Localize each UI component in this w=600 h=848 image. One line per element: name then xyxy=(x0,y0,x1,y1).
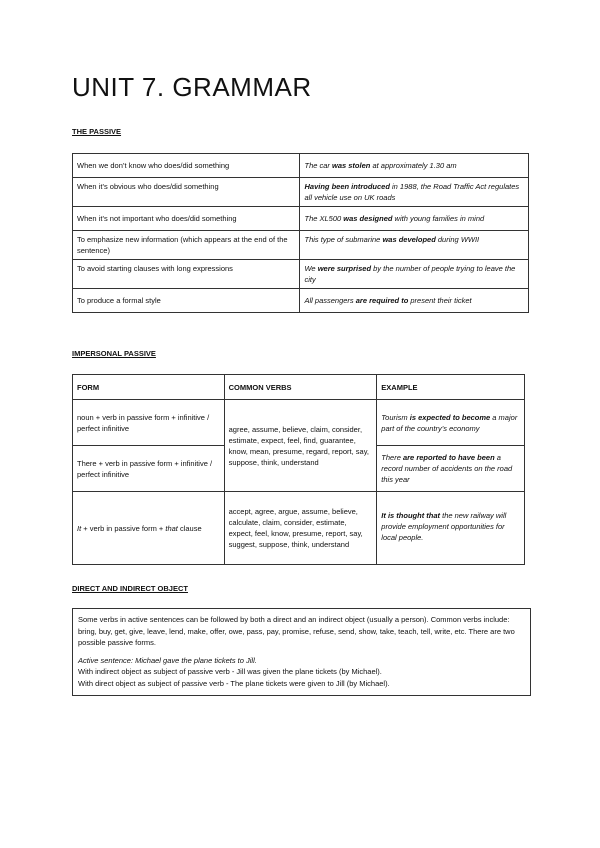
example-cell: Having been introduced in 1988, the Road Traffic Act regulates all vehicle use on UK roads xyxy=(300,178,529,207)
header-verbs: COMMON VERBS xyxy=(224,375,377,400)
verbs-cell: accept, agree, argue, assume, believe, calculate, claim, consider, estimate, expect, feel, know, presume, report, say, suggest, suppose, think, understand xyxy=(224,492,377,565)
use-cell: When it’s obvious who does/did something xyxy=(73,178,300,207)
table-row xyxy=(73,154,529,178)
table-row xyxy=(73,207,529,231)
example-cell: This type of submarine was developed during WWII xyxy=(300,231,529,260)
header-example: EXAMPLE xyxy=(377,375,525,400)
form-cell: It + verb in passive form + that clause xyxy=(73,492,225,565)
example-cell: Tourism is expected to become a major part of the country’s economy xyxy=(377,400,525,446)
example-cell: All passengers are required to present their ticket xyxy=(300,289,529,313)
form-cell: There + verb in passive form + infinitive / perfect infinitive xyxy=(73,446,225,492)
use-cell: To emphasize new information (which appears at the end of the sentence) xyxy=(73,231,300,260)
section-heading-direct: DIRECT AND INDIRECT OBJECT xyxy=(72,584,188,593)
table-row xyxy=(73,260,529,289)
use-cell: To produce a formal style xyxy=(73,289,300,313)
passive-table xyxy=(72,153,529,313)
header-form: FORM xyxy=(73,375,225,400)
impersonal-table xyxy=(72,374,525,565)
example-cell: The XL500 was designed with young families in mind xyxy=(300,207,529,231)
indirect-object-line: With indirect object as subject of passive verb - Jill was given the plane tickets (by Michael). xyxy=(78,667,382,676)
verbs-cell: agree, assume, believe, claim, consider, estimate, expect, feel, find, guarantee, know, mean, presume, regard, report, say, suppose, think, understand xyxy=(224,400,377,492)
use-cell: When we don’t know who does/did something xyxy=(73,154,300,178)
table-row xyxy=(73,289,529,313)
section-heading-passive: THE PASSIVE xyxy=(72,127,122,136)
direct-indirect-box xyxy=(72,608,531,696)
active-sentence-line: Active sentence: Michael gave the plane tickets to Jill. xyxy=(78,655,257,665)
table-row xyxy=(73,178,529,207)
form-cell: noun + verb in passive form + infinitive / perfect infinitive xyxy=(73,400,225,446)
use-cell: To avoid starting clauses with long expressions xyxy=(73,260,300,289)
page-title: UNIT 7. GRAMMAR xyxy=(72,72,312,102)
example-cell: The car was stolen at approximately 1.30 am xyxy=(300,154,529,178)
example-cell: We were surprised by the number of people trying to leave the city xyxy=(300,260,529,289)
table-row xyxy=(73,400,525,446)
use-cell: When it’s not important who does/did something xyxy=(73,207,300,231)
table-row xyxy=(73,492,525,565)
example-cell: There are reported to have been a record number of accidents on the road this year xyxy=(377,446,525,492)
section-heading-impersonal: IMPERSONAL PASSIVE xyxy=(72,349,156,358)
direct-object-line: With direct object as subject of passive verb - The plane tickets were given to Jill (by Michael). xyxy=(78,678,390,688)
intro-paragraph: Some verbs in active sentences can be followed by both a direct and an indirect object (usually a person). Common verbs include: bring, buy, get, give, leave, lend, make, offer, owe, pass, pay, promise, refuse, send, show, take, teach, tell, write, etc. There are two possible passive forms. xyxy=(78,615,515,647)
table-header-row xyxy=(73,375,525,400)
example-cell: It is thought that the new railway will provide employment opportunities for local people. xyxy=(377,492,525,565)
table-row xyxy=(73,231,529,260)
